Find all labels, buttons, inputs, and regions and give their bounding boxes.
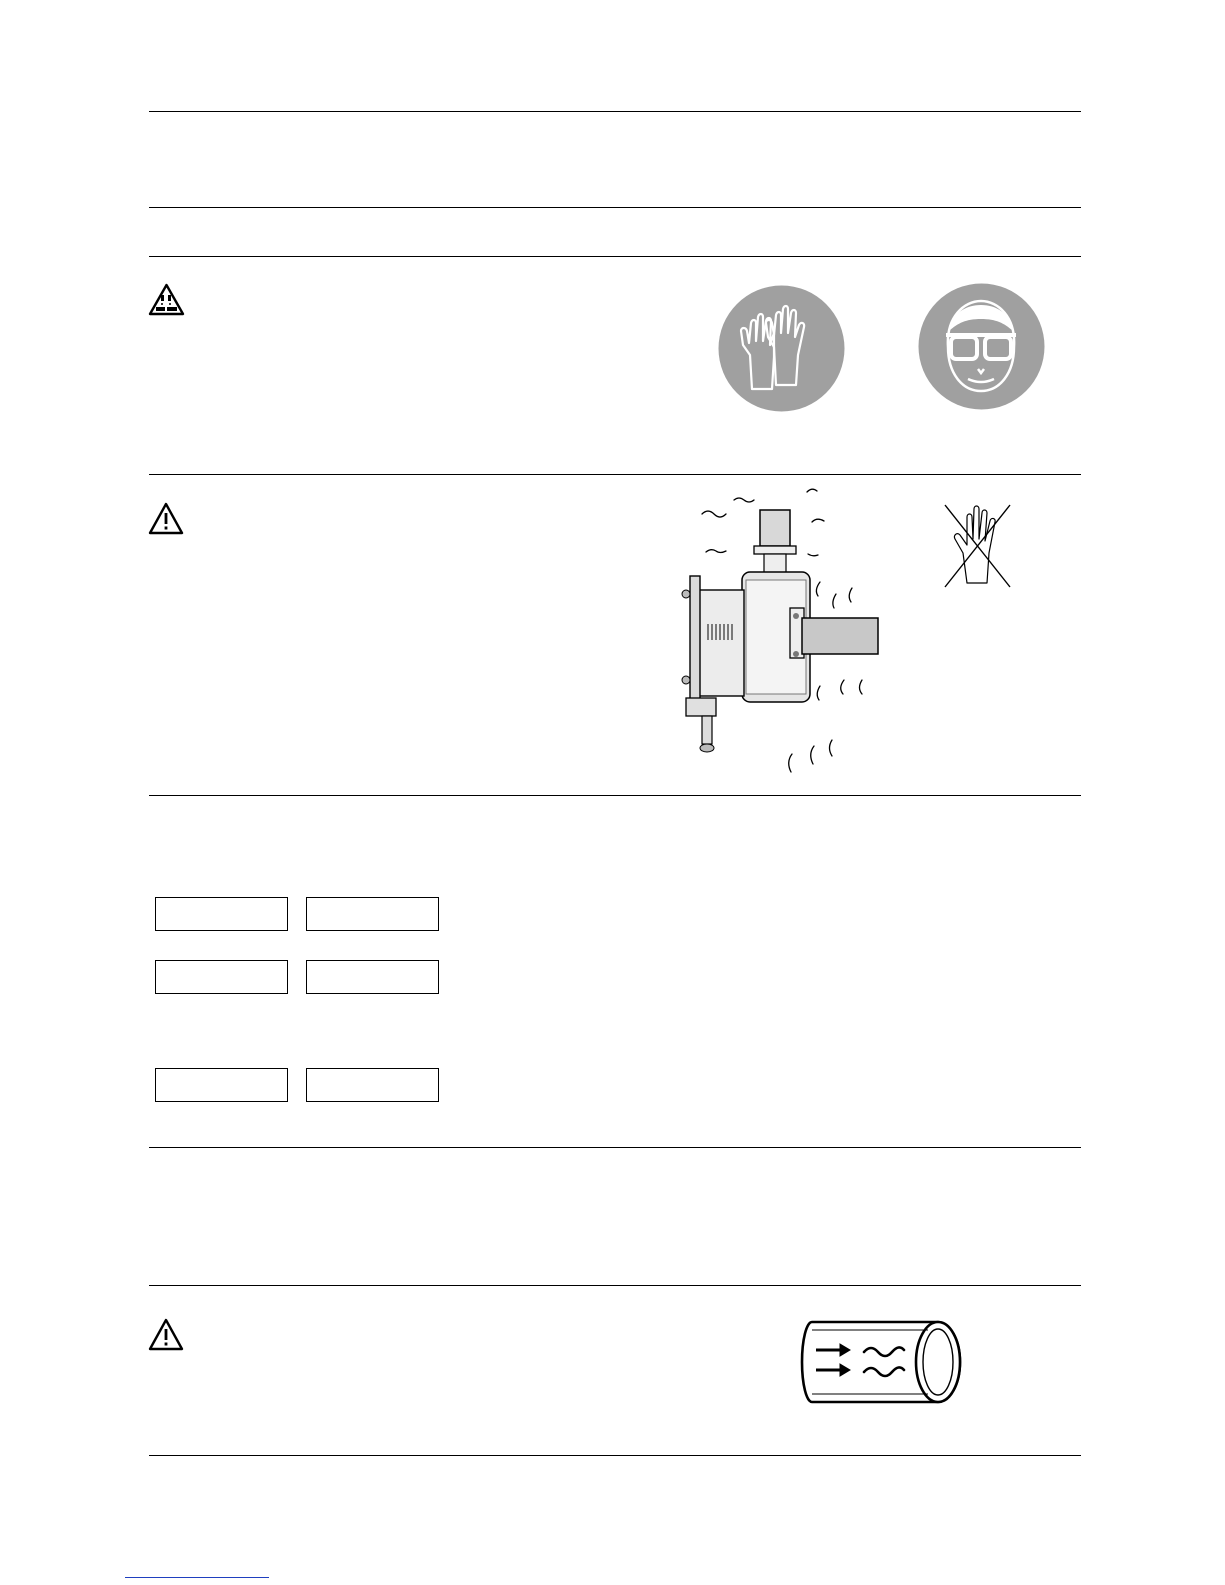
divider (149, 795, 1081, 796)
table-cell (155, 960, 288, 994)
divider (149, 1455, 1081, 1456)
divider (149, 207, 1081, 208)
corrosive-warning-icon (148, 283, 185, 316)
divider (149, 474, 1081, 475)
table-cell (306, 960, 439, 994)
table-cell (155, 897, 288, 931)
protective-gloves-icon (716, 285, 847, 412)
table-cell (306, 897, 439, 931)
table-cell (155, 1068, 288, 1102)
hot-pump-illustration (672, 484, 882, 778)
footer-link-underline[interactable] (125, 1577, 269, 1578)
safety-goggles-icon (916, 283, 1047, 410)
divider (149, 1147, 1081, 1148)
warning-triangle-icon (148, 1318, 184, 1351)
warning-triangle-icon (148, 502, 184, 535)
pipe-flow-icon (798, 1318, 964, 1404)
divider (149, 1285, 1081, 1286)
table-cell (306, 1068, 439, 1102)
do-not-touch-hand-icon (943, 503, 1013, 589)
divider (149, 111, 1081, 112)
divider (149, 256, 1081, 257)
